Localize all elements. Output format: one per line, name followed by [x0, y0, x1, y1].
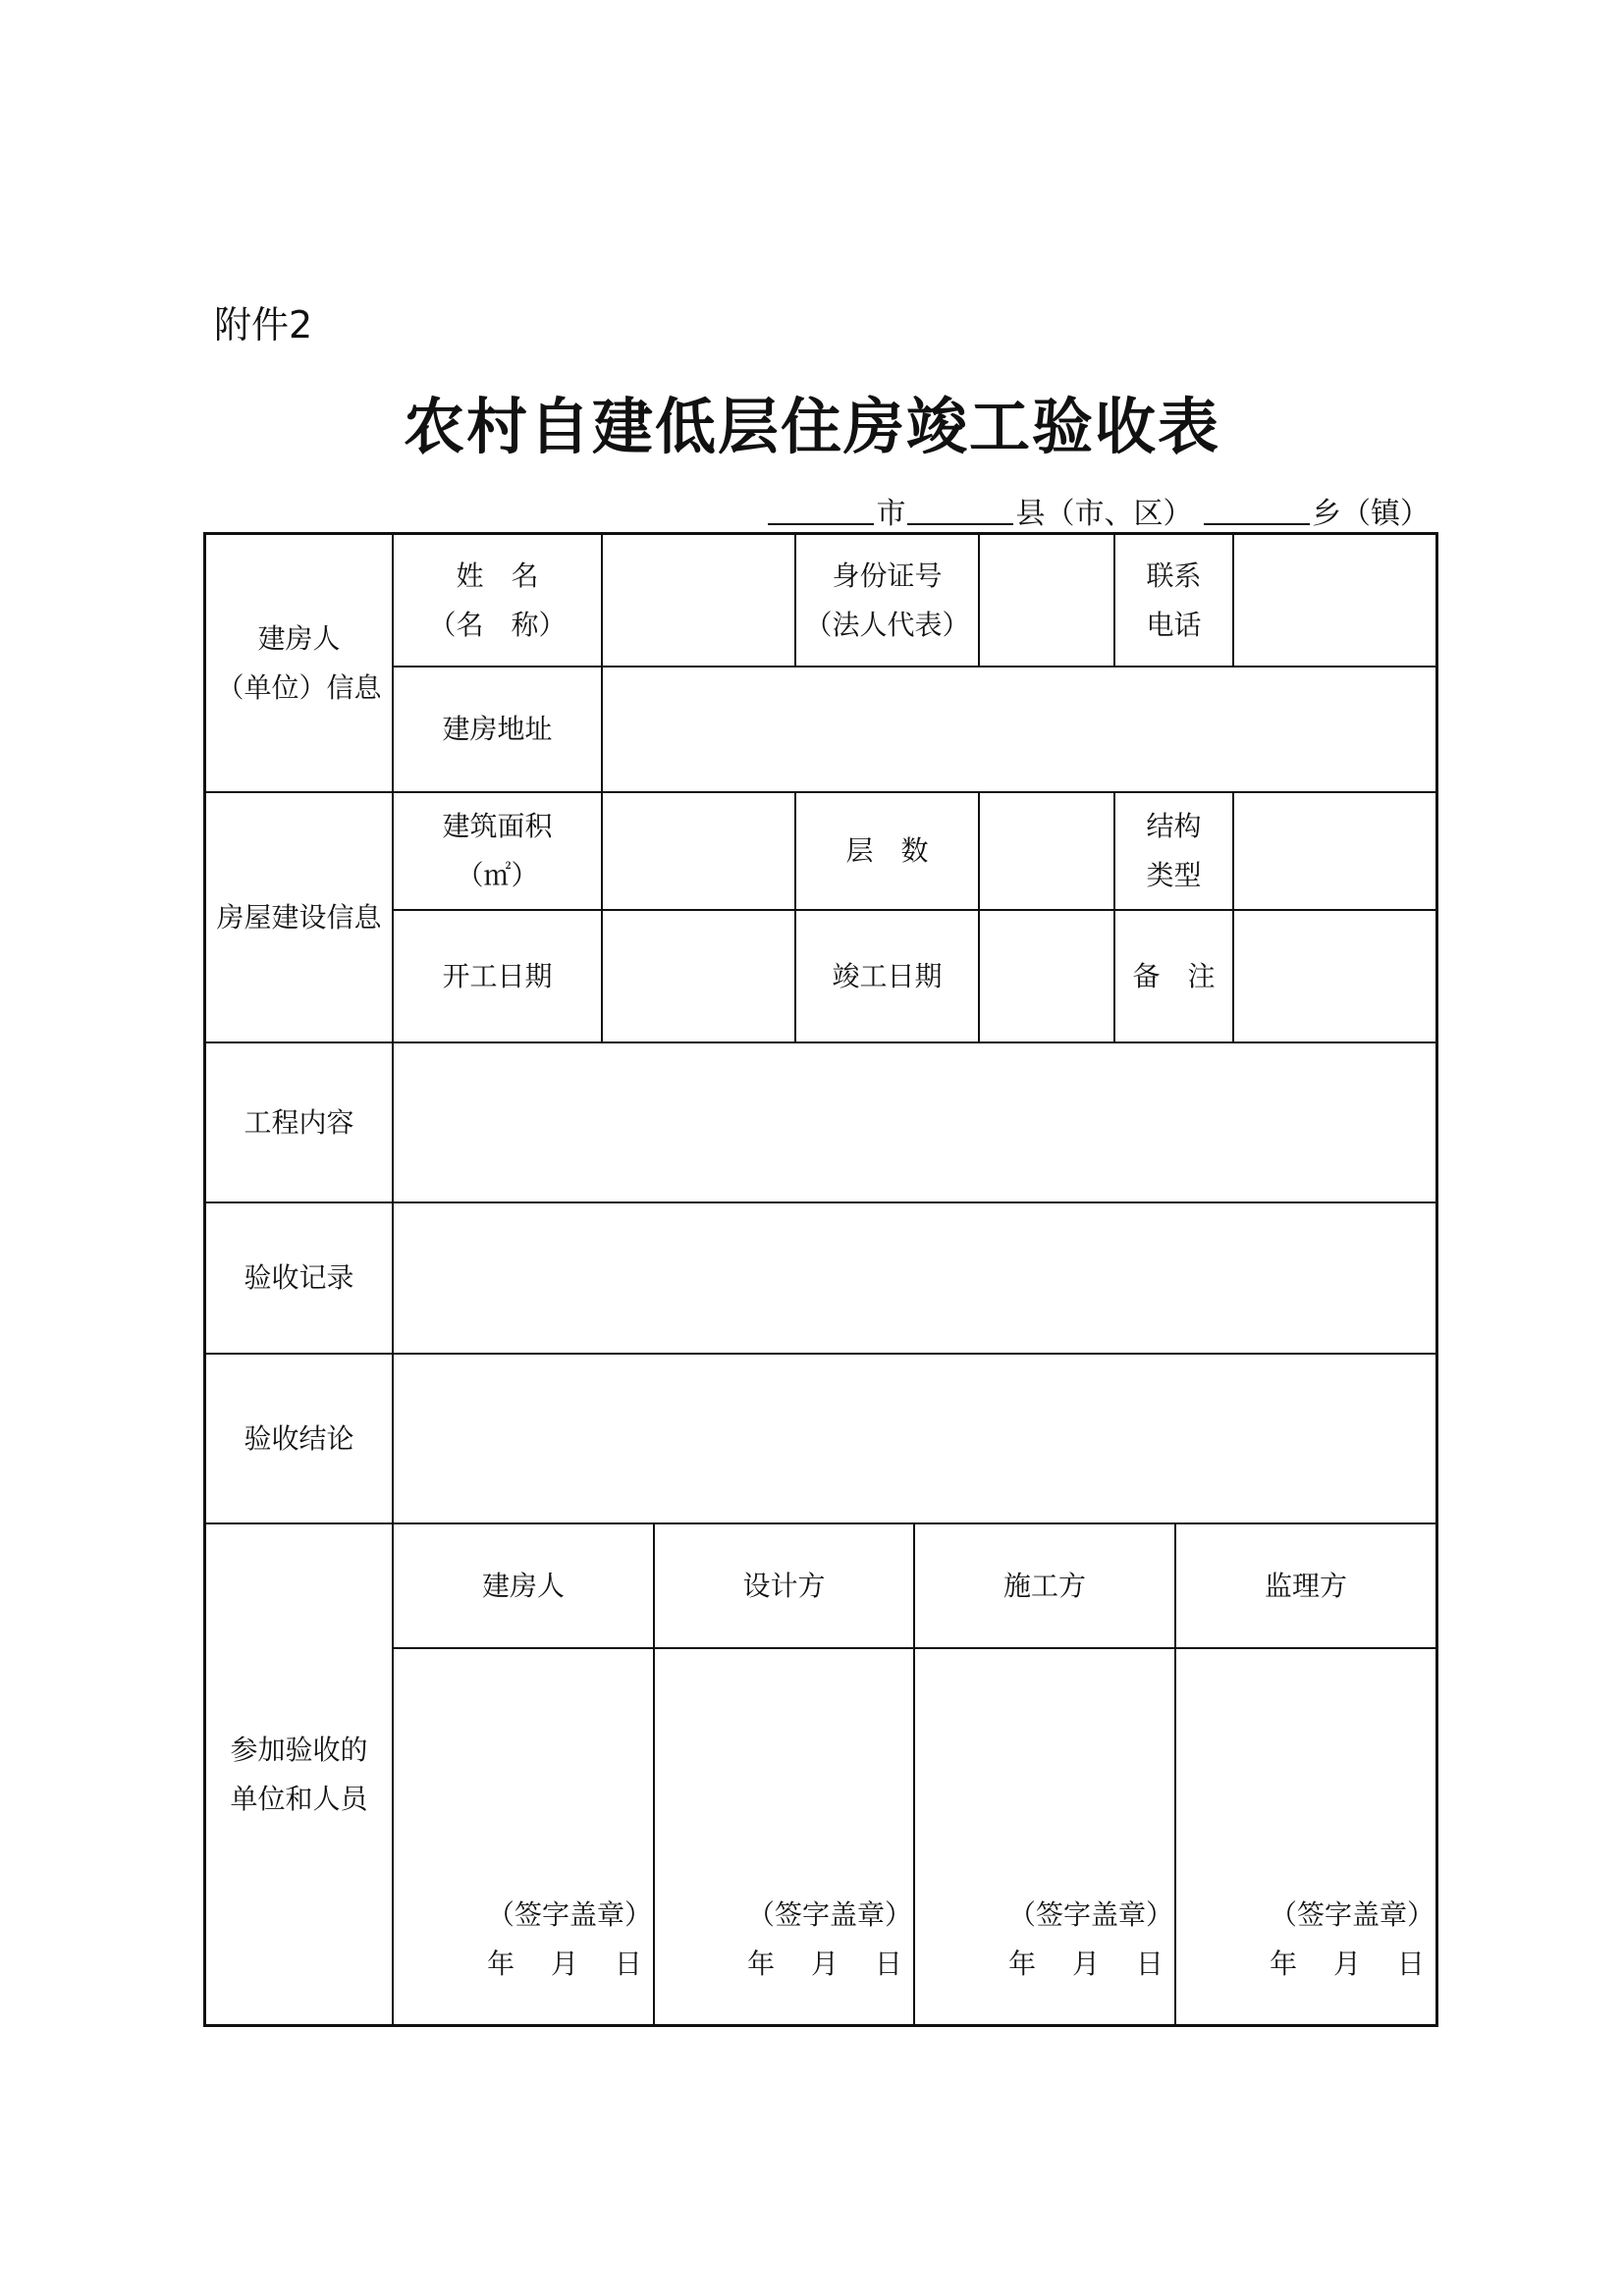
floors-label: 层 数 [845, 834, 929, 867]
city-blank[interactable] [768, 494, 874, 525]
participants-label: 参加验收的 单位和人员 [230, 1733, 368, 1815]
township-label: 乡（镇） [1312, 497, 1430, 531]
date-text: 年 月 日 [1008, 1948, 1164, 1980]
finish-date-field[interactable] [980, 911, 1113, 1041]
party-designer-label: 设计方 [742, 1569, 826, 1602]
date-text: 年 月 日 [487, 1948, 642, 1980]
structure-label: 结构 类型 [1146, 810, 1202, 891]
signature-cell-supervisor[interactable] [1176, 1649, 1435, 2024]
finish-date-label: 竣工日期 [832, 959, 943, 992]
date-text: 年 月 日 [747, 1948, 902, 1980]
remarks-field[interactable] [1234, 911, 1435, 1041]
township-blank[interactable] [1204, 494, 1310, 525]
area-field[interactable] [603, 793, 794, 909]
building-section-label: 房屋建设信息 [216, 900, 382, 934]
content-field[interactable] [394, 1043, 1435, 1201]
floors-field[interactable] [980, 793, 1113, 909]
structure-field[interactable] [1234, 793, 1435, 909]
address-label: 建房地址 [442, 713, 553, 745]
date-text: 年 月 日 [1270, 1948, 1425, 1980]
signature-cell-constructor[interactable] [915, 1649, 1174, 2024]
conclusion-label: 验收结论 [244, 1421, 354, 1455]
signature-cell-designer[interactable] [655, 1649, 913, 2024]
party-supervisor-label: 监理方 [1264, 1569, 1347, 1602]
start-date-field[interactable] [603, 911, 794, 1041]
record-label: 验收记录 [244, 1261, 354, 1294]
attachment-label: 附件2 [214, 303, 313, 347]
owner-section-label: 建房人 （单位）信息 [216, 622, 382, 704]
name-label: 姓 名 （名 称） [428, 559, 567, 641]
seal-text: （签字盖章） [1007, 1898, 1173, 1931]
area-label: 建筑面积 （㎡） [442, 810, 553, 891]
seal-text: （签字盖章） [746, 1898, 912, 1931]
seal-text: （签字盖章） [1269, 1898, 1435, 1931]
party-owner-label: 建房人 [481, 1569, 565, 1602]
signature-cell-owner[interactable] [394, 1649, 653, 2024]
name-field[interactable] [603, 535, 794, 666]
start-date-label: 开工日期 [442, 959, 553, 992]
party-constructor-label: 施工方 [1002, 1569, 1086, 1602]
page-title: 农村自建低层住房竣工验收表 [403, 391, 1220, 462]
id-field[interactable] [980, 535, 1113, 666]
county-label: 县（市、区） [1015, 497, 1193, 531]
id-label: 身份证号 （法人代表） [804, 559, 970, 641]
address-field[interactable] [603, 667, 1435, 791]
content-label: 工程内容 [244, 1105, 354, 1139]
region-line [766, 489, 1430, 532]
phone-label: 联系 电话 [1146, 559, 1202, 641]
record-field[interactable] [394, 1203, 1435, 1353]
conclusion-field[interactable] [394, 1355, 1435, 1522]
remarks-label: 备 注 [1132, 959, 1216, 992]
phone-field[interactable] [1234, 535, 1435, 666]
seal-text: （签字盖章） [486, 1898, 652, 1931]
city-label: 市 [876, 497, 906, 531]
county-blank[interactable] [907, 494, 1013, 525]
